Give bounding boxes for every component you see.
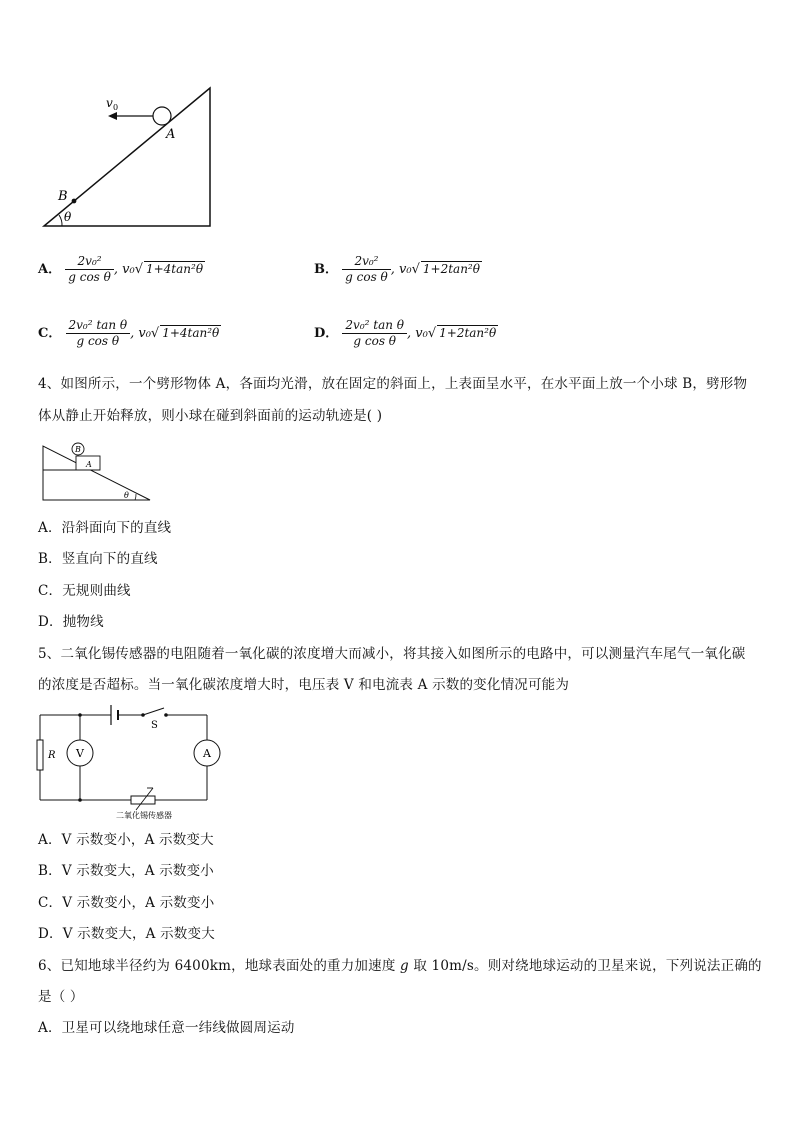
- sqrt-radicand: 1+2tan²θ: [439, 326, 497, 340]
- q4-option-d[interactable]: D．抛物线: [38, 614, 104, 630]
- option-tail: , v₀√: [113, 262, 143, 277]
- sqrt-radicand: 1+2tan²θ: [422, 262, 480, 276]
- point-b-dot: [72, 199, 77, 204]
- q6-stem-line2: 是（ ）: [38, 989, 84, 1005]
- q6-stem-part-c: 。则对绕地球运动的卫星来说，下列说法正确的: [474, 958, 762, 974]
- wedge-angle-label: θ: [124, 491, 129, 500]
- fraction-denominator: g cos θ: [76, 334, 120, 348]
- ball-b-label: B: [75, 445, 81, 454]
- angle-theta-label: θ: [64, 210, 72, 224]
- option-label: D．: [314, 326, 339, 341]
- sqrt-radicand: 1+4tan²θ: [145, 262, 204, 276]
- resistor-label: R: [48, 750, 56, 761]
- circuit-figure: [32, 702, 228, 824]
- sensor-resistor: [131, 796, 155, 804]
- fraction-numerator: 2v₀²: [342, 254, 391, 270]
- switch-label: S: [151, 720, 158, 731]
- point-b-label: B: [58, 189, 68, 204]
- ball-a: [153, 107, 171, 125]
- option-label: B．: [314, 262, 338, 277]
- block-a-label: A: [86, 460, 92, 469]
- q4-stem-line1: 4、如图所示，一个劈形物体 A，各面均光滑，放在固定的斜面上，上表面呈水平，在水平面上放一个小球 B，劈形物: [38, 376, 748, 392]
- q6-stem-part-b: 取: [408, 958, 432, 974]
- q5-stem-line2: 的浓度是否超标。当一氧化碳浓度增大时，电压表 V 和电流表 A 示数的变化情况可能为: [38, 677, 570, 693]
- sensor-label: 二氧化锡传感器: [116, 811, 172, 820]
- q3-option-d[interactable]: [314, 318, 498, 349]
- q6-stem-value: 10m/s: [431, 958, 475, 974]
- q5-option-c[interactable]: C．V 示数变小，A 示数变小: [38, 895, 215, 911]
- q5-stem-line1: 5、二氧化锡传感器的电阻随着一氧化碳的浓度增大而减小，将其接入如图所示的电路中，可以测量汽车尾气一氧化碳: [38, 646, 746, 662]
- resistor-r: [37, 740, 43, 770]
- fraction-denominator: g cos θ: [68, 270, 111, 284]
- voltmeter-label: V: [76, 747, 84, 760]
- option-tail: , v₀√: [407, 326, 437, 341]
- option-label: C．: [38, 326, 62, 341]
- q3-option-b[interactable]: [314, 254, 482, 285]
- q3-option-a[interactable]: [38, 254, 205, 285]
- q5-option-a[interactable]: A．V 示数变小，A 示数变大: [38, 832, 214, 848]
- q6-stem-part-a: 6、已知地球半径约为 6400km，地球表面处的重力加速度: [38, 958, 401, 974]
- ammeter-label: A: [203, 747, 211, 760]
- q4-option-b[interactable]: B．竖直向下的直线: [38, 551, 158, 567]
- fraction-numerator: 2v₀² tan θ: [342, 318, 407, 334]
- fraction-numerator: 2v₀² tan θ: [66, 318, 131, 334]
- q3-option-c[interactable]: [38, 318, 221, 349]
- q5-option-b[interactable]: B．V 示数变大，A 示数变小: [38, 863, 215, 879]
- switch-s: [143, 708, 164, 715]
- q4-stem-line2: 体从静止开始释放，则小球在碰到斜面前的运动轨迹是( ): [38, 408, 383, 424]
- sqrt-radicand: 1+4tan²θ: [162, 326, 220, 340]
- fraction-denominator: g cos θ: [353, 334, 397, 348]
- q4-option-c[interactable]: C．无规则曲线: [38, 583, 131, 599]
- q5-option-d[interactable]: D．V 示数变大，A 示数变大: [38, 926, 215, 942]
- point-a-label: A: [166, 127, 176, 142]
- option-tail: , v₀√: [130, 326, 160, 341]
- option-tail: , v₀√: [390, 262, 420, 277]
- v0-subscript: 0: [113, 103, 119, 112]
- wedge-figure: [40, 440, 156, 504]
- q6-stem-line1: [38, 956, 762, 976]
- incline-figure: [36, 80, 226, 232]
- q4-option-a[interactable]: A．沿斜面向下的直线: [38, 520, 172, 536]
- option-label: A．: [38, 262, 62, 277]
- v0-label: v: [106, 96, 113, 110]
- fraction-denominator: g cos θ: [345, 270, 388, 284]
- q6-stem-g: g: [400, 958, 409, 974]
- fraction-numerator: 2v₀²: [65, 254, 114, 270]
- q6-option-a[interactable]: A．卫星可以绕地球任意一纬线做圆周运动: [38, 1020, 295, 1036]
